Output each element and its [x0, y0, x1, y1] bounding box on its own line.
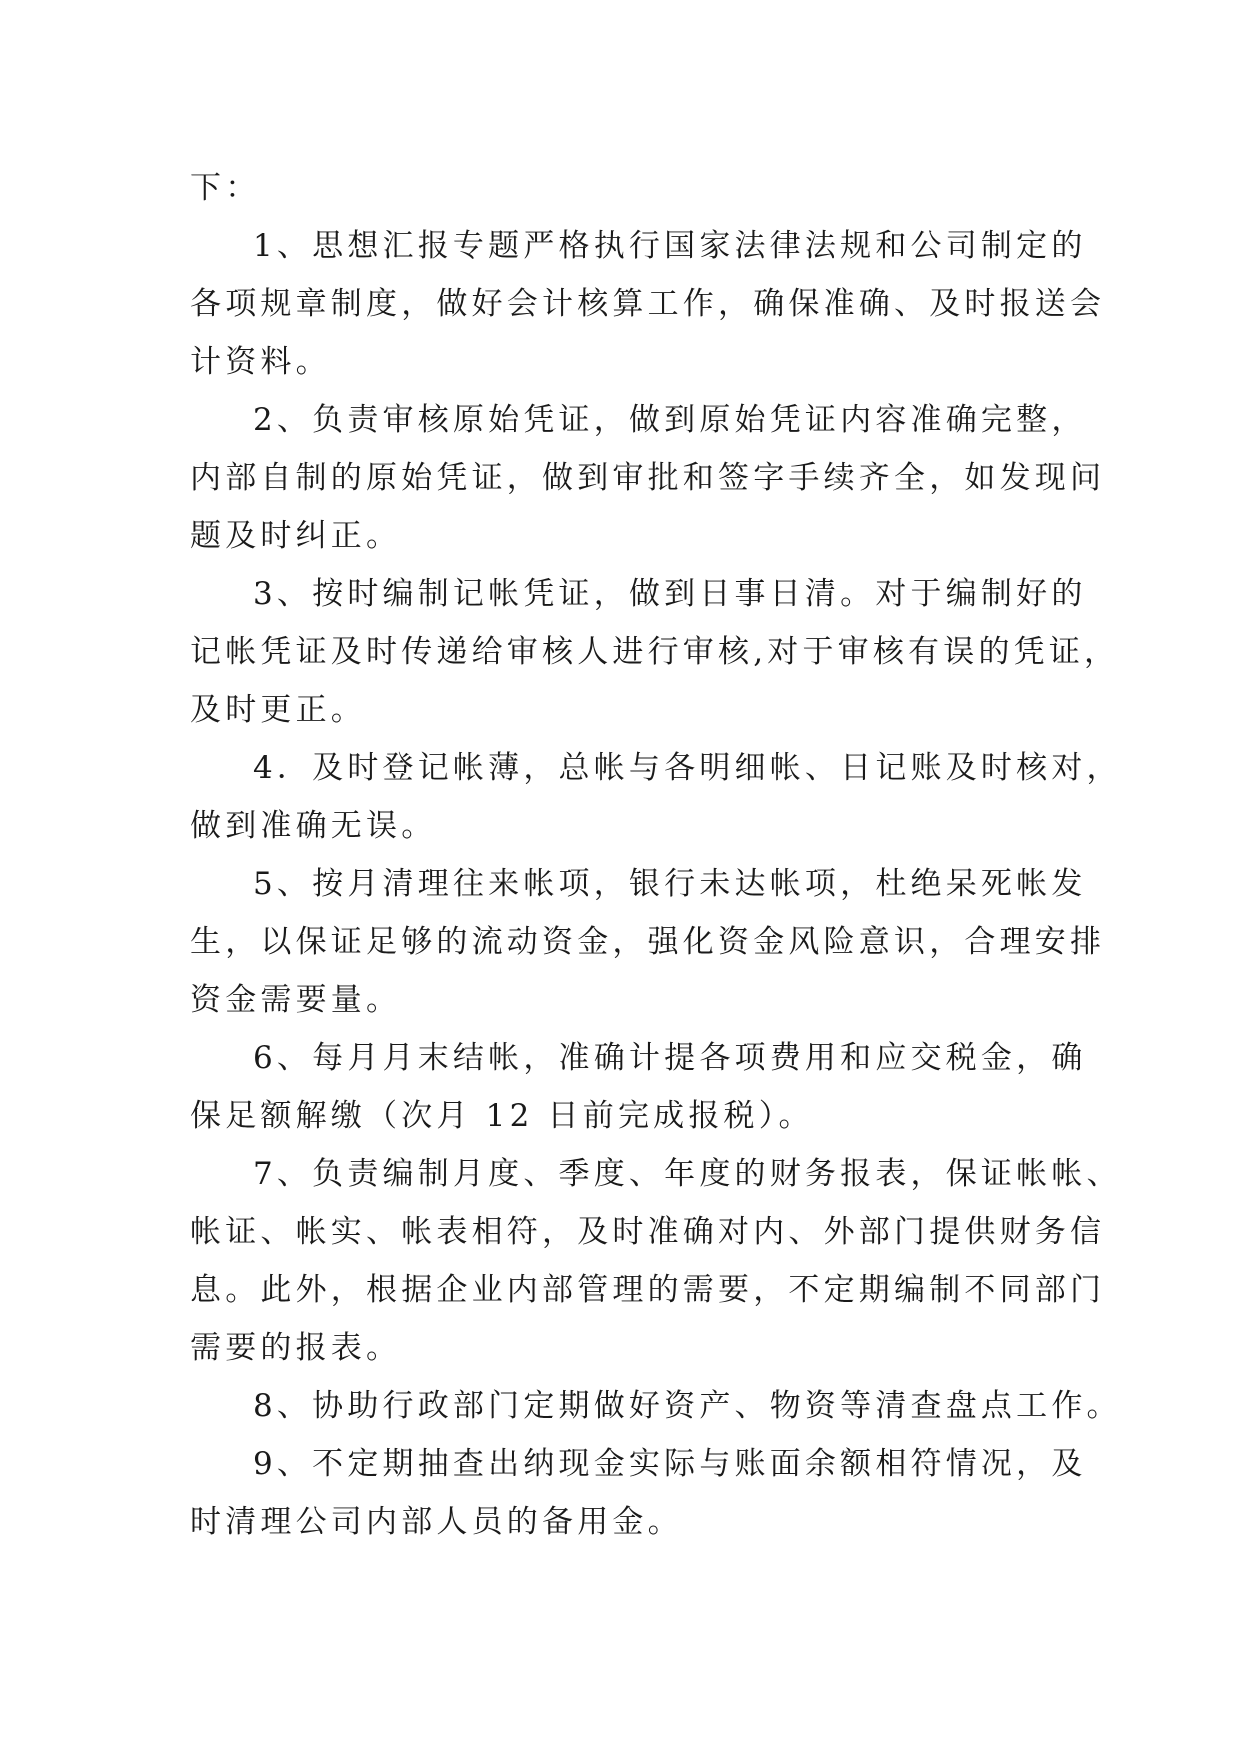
- item-1-line-3: 计资料。: [190, 344, 331, 380]
- item-3-line-1: 3、按时编制记帐凭证，做到日事日清。对于编制好的: [253, 576, 1087, 612]
- item-5-line-1: 5、按月清理往来帐项，银行未达帐项，杜绝呆死帐发: [253, 866, 1087, 902]
- item-5-line-2: 生，以保证足够的流动资金，强化资金风险意识，合理安排: [190, 924, 1106, 960]
- item-1-line-1: 1、思想汇报专题严格执行国家法律法规和公司制定的: [253, 228, 1087, 264]
- item-5-line-3: 资金需要量。: [190, 982, 402, 1018]
- item-7-line-3: 息。此外，根据企业内部管理的需要，不定期编制不同部门: [190, 1272, 1106, 1308]
- item-7-line-1: 7、负责编制月度、季度、年度的财务报表，保证帐帐、: [253, 1156, 1122, 1192]
- item-6-line-2: 保足额解缴（次月 12 日前完成报税）。: [190, 1098, 814, 1134]
- item-3-line-3: 及时更正。: [190, 692, 366, 728]
- item-7-line-2: 帐证、帐实、帐表相符，及时准确对内、外部门提供财务信: [190, 1214, 1106, 1250]
- item-9-line-1: 9、不定期抽查出纳现金实际与账面余额相符情况，及: [253, 1446, 1087, 1482]
- item-4-line-1: 4．及时登记帐薄，总帐与各明细帐、日记账及时核对，: [253, 750, 1122, 786]
- item-8-line-1: 8、协助行政部门定期做好资产、物资等清查盘点工作。: [253, 1388, 1122, 1424]
- item-6-line-1: 6、每月月末结帐，准确计提各项费用和应交税金，确: [253, 1040, 1087, 1076]
- item-1-line-2: 各项规章制度，做好会计核算工作，确保准确、及时报送会: [190, 286, 1106, 322]
- item-7-line-4: 需要的报表。: [190, 1330, 402, 1366]
- text-line: 下：: [190, 170, 261, 206]
- item-9-line-2: 时清理公司内部人员的备用金。: [190, 1504, 683, 1540]
- item-2-line-1: 2、负责审核原始凭证，做到原始凭证内容准确完整，: [253, 402, 1087, 438]
- item-4-line-2: 做到准确无误。: [190, 808, 437, 844]
- item-2-line-3: 题及时纠正。: [190, 518, 402, 554]
- item-3-line-2: 记帐凭证及时传递给审核人进行审核,对于审核有误的凭证，: [190, 634, 1120, 670]
- item-2-line-2: 内部自制的原始凭证，做到审批和签字手续齐全，如发现问: [190, 460, 1106, 496]
